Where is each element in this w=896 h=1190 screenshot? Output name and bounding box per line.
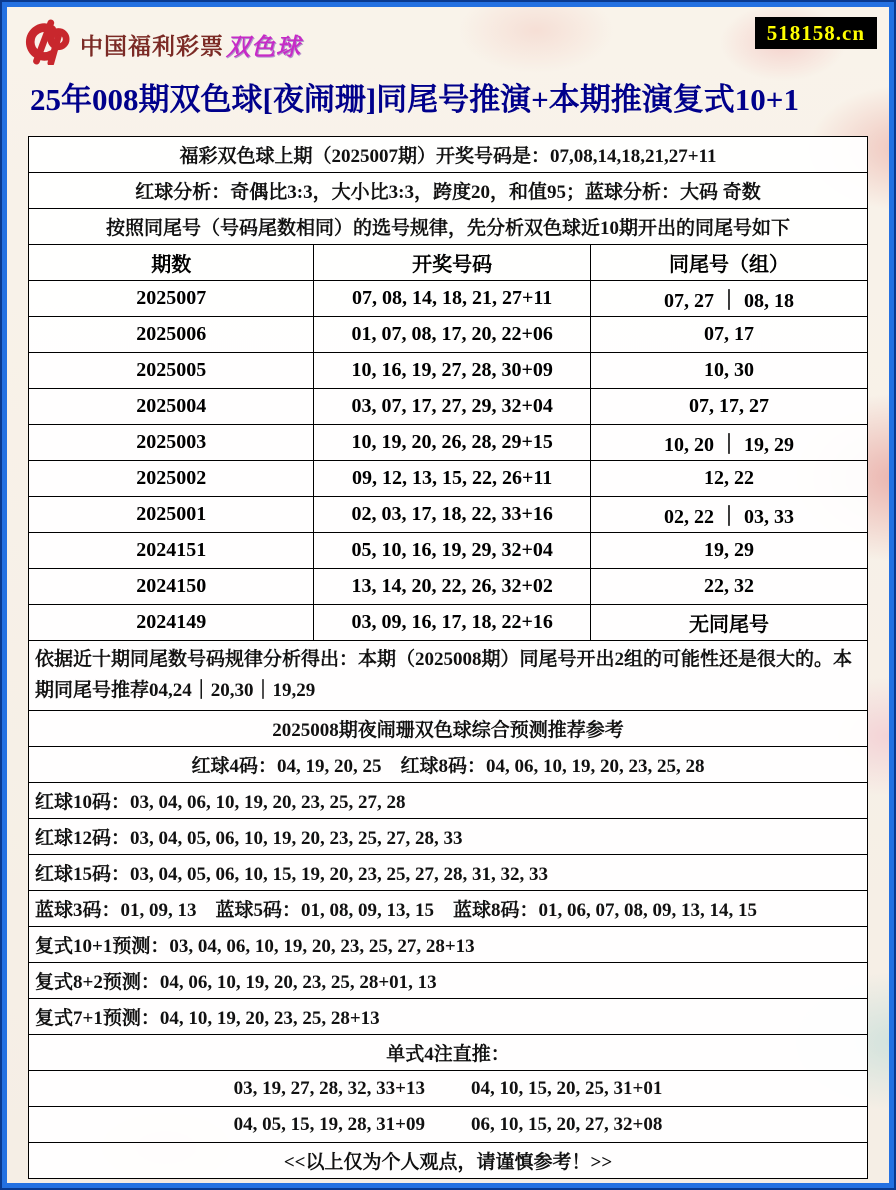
same-tail-cell: 07, 17: [590, 317, 867, 353]
same-tail-cell: 22, 32: [590, 569, 867, 605]
period-cell: 2025001: [29, 497, 314, 533]
period-cell: 2025006: [29, 317, 314, 353]
history-table-row: [29, 569, 867, 605]
history-table-row: [29, 497, 867, 533]
numbers-cell: 03, 07, 17, 27, 29, 32+04: [314, 389, 591, 425]
same-tail-cell: 无同尾号: [590, 605, 867, 641]
period-cell: 2025003: [29, 425, 314, 461]
analysis-paragraph: 依据近十期同尾数号码规律分析得出：本期（2025008期）同尾号开出2组的可能性还是很大的。本期同尾号推荐04,24｜20,30｜19,29: [29, 641, 867, 711]
same-tail-cell: 10, 20 ｜ 19, 29: [590, 425, 867, 461]
info-row-analysis: 红球分析：奇偶比3:3，大小比3:3，跨度20，和值95；蓝球分析：大码 奇数: [29, 173, 867, 209]
disclaimer: <<以上仅为个人观点，请谨慎参考！>>: [29, 1143, 867, 1178]
numbers-cell: 10, 19, 20, 26, 28, 29+15: [314, 425, 591, 461]
prediction-row: 复式10+1预测：03, 04, 06, 10, 19, 20, 23, 25, 27, 28+13: [29, 927, 867, 963]
straight-pick: 03, 19, 27, 28, 32, 33+13: [233, 1077, 425, 1099]
history-table-row: [29, 389, 867, 425]
info-row-last-draw: 福彩双色球上期（2025007期）开奖号码是：07,08,14,18,21,27+11: [29, 137, 867, 173]
same-tail-cell: 07, 27 ｜ 08, 18: [590, 281, 867, 317]
prediction-row: 复式8+2预测：04, 06, 10, 19, 20, 23, 25, 28+01, 13: [29, 963, 867, 999]
history-table-row: [29, 533, 867, 569]
history-table-header: [29, 245, 867, 281]
straight-picks-title: 单式4注直推：: [29, 1035, 867, 1071]
straight-picks-row: [29, 1071, 867, 1107]
straight-picks-row: [29, 1107, 867, 1143]
prediction-sheet: [28, 136, 868, 1179]
prediction-row: 复式7+1预测：04, 10, 19, 20, 23, 25, 28+13: [29, 999, 867, 1035]
page-title: 25年008期双色球[夜闹珊]同尾号推演+本期推演复式10+1: [30, 82, 799, 117]
history-table-row: [29, 317, 867, 353]
info-row-rule: 按照同尾号（号码尾数相同）的选号规律，先分析双色球近10期开出的同尾号如下: [29, 209, 867, 245]
history-table-row: [29, 425, 867, 461]
cwl-logo-icon: [22, 19, 72, 70]
same-tail-cell: 10, 30: [590, 353, 867, 389]
same-tail-cell: 12, 22: [590, 461, 867, 497]
period-cell: 2025004: [29, 389, 314, 425]
history-col-header: 同尾号（组）: [590, 245, 867, 281]
history-table: [29, 245, 867, 641]
prediction-row: 红球4码：04, 19, 20, 25 红球8码：04, 06, 10, 19, 20, 23, 25, 28: [29, 747, 867, 783]
period-cell: 2024151: [29, 533, 314, 569]
numbers-cell: 09, 12, 13, 15, 22, 26+11: [314, 461, 591, 497]
logo-brand: 双色球: [226, 34, 301, 61]
period-cell: 2025002: [29, 461, 314, 497]
same-tail-cell: 07, 17, 27: [590, 389, 867, 425]
history-col-header: 期数: [29, 245, 314, 281]
numbers-cell: 07, 08, 14, 18, 21, 27+11: [314, 281, 591, 317]
page-canvas: [2, 2, 894, 1188]
numbers-cell: 10, 16, 19, 27, 28, 30+09: [314, 353, 591, 389]
straight-pick: 06, 10, 15, 20, 27, 32+08: [471, 1113, 663, 1135]
straight-pick: 04, 05, 15, 19, 28, 31+09: [233, 1113, 425, 1135]
period-cell: 2025007: [29, 281, 314, 317]
history-table-row: [29, 605, 867, 641]
prediction-row: 红球15码：03, 04, 05, 06, 10, 15, 19, 20, 23, 25, 27, 28, 31, 32, 33: [29, 855, 867, 891]
history-table-row: [29, 461, 867, 497]
period-cell: 2024149: [29, 605, 314, 641]
header: [7, 7, 889, 77]
period-cell: 2025005: [29, 353, 314, 389]
site-badge: 518158.cn: [755, 17, 877, 49]
history-table-row: [29, 353, 867, 389]
numbers-cell: 03, 09, 16, 17, 18, 22+16: [314, 605, 591, 641]
prediction-row: 红球10码：03, 04, 06, 10, 19, 20, 23, 25, 27, 28: [29, 783, 867, 819]
prediction-row: 蓝球3码：01, 09, 13 蓝球5码：01, 08, 09, 13, 15 蓝球8码：01, 06, 07, 08, 09, 13, 14, 15: [29, 891, 867, 927]
history-col-header: 开奖号码: [314, 245, 591, 281]
numbers-cell: 05, 10, 16, 19, 29, 32+04: [314, 533, 591, 569]
numbers-cell: 13, 14, 20, 22, 26, 32+02: [314, 569, 591, 605]
numbers-cell: 01, 07, 08, 17, 20, 22+06: [314, 317, 591, 353]
history-table-row: [29, 281, 867, 317]
period-cell: 2024150: [29, 569, 314, 605]
straight-pick: 04, 10, 15, 20, 25, 31+01: [471, 1077, 663, 1099]
prediction-row: 红球12码：03, 04, 05, 06, 10, 19, 20, 23, 25, 27, 28, 33: [29, 819, 867, 855]
section-title: 2025008期夜闹珊双色球综合预测推荐参考: [29, 711, 867, 747]
same-tail-cell: 19, 29: [590, 533, 867, 569]
same-tail-cell: 02, 22 ｜ 03, 33: [590, 497, 867, 533]
logo-text: 中国福利彩票: [80, 33, 224, 59]
numbers-cell: 02, 03, 17, 18, 22, 33+16: [314, 497, 591, 533]
